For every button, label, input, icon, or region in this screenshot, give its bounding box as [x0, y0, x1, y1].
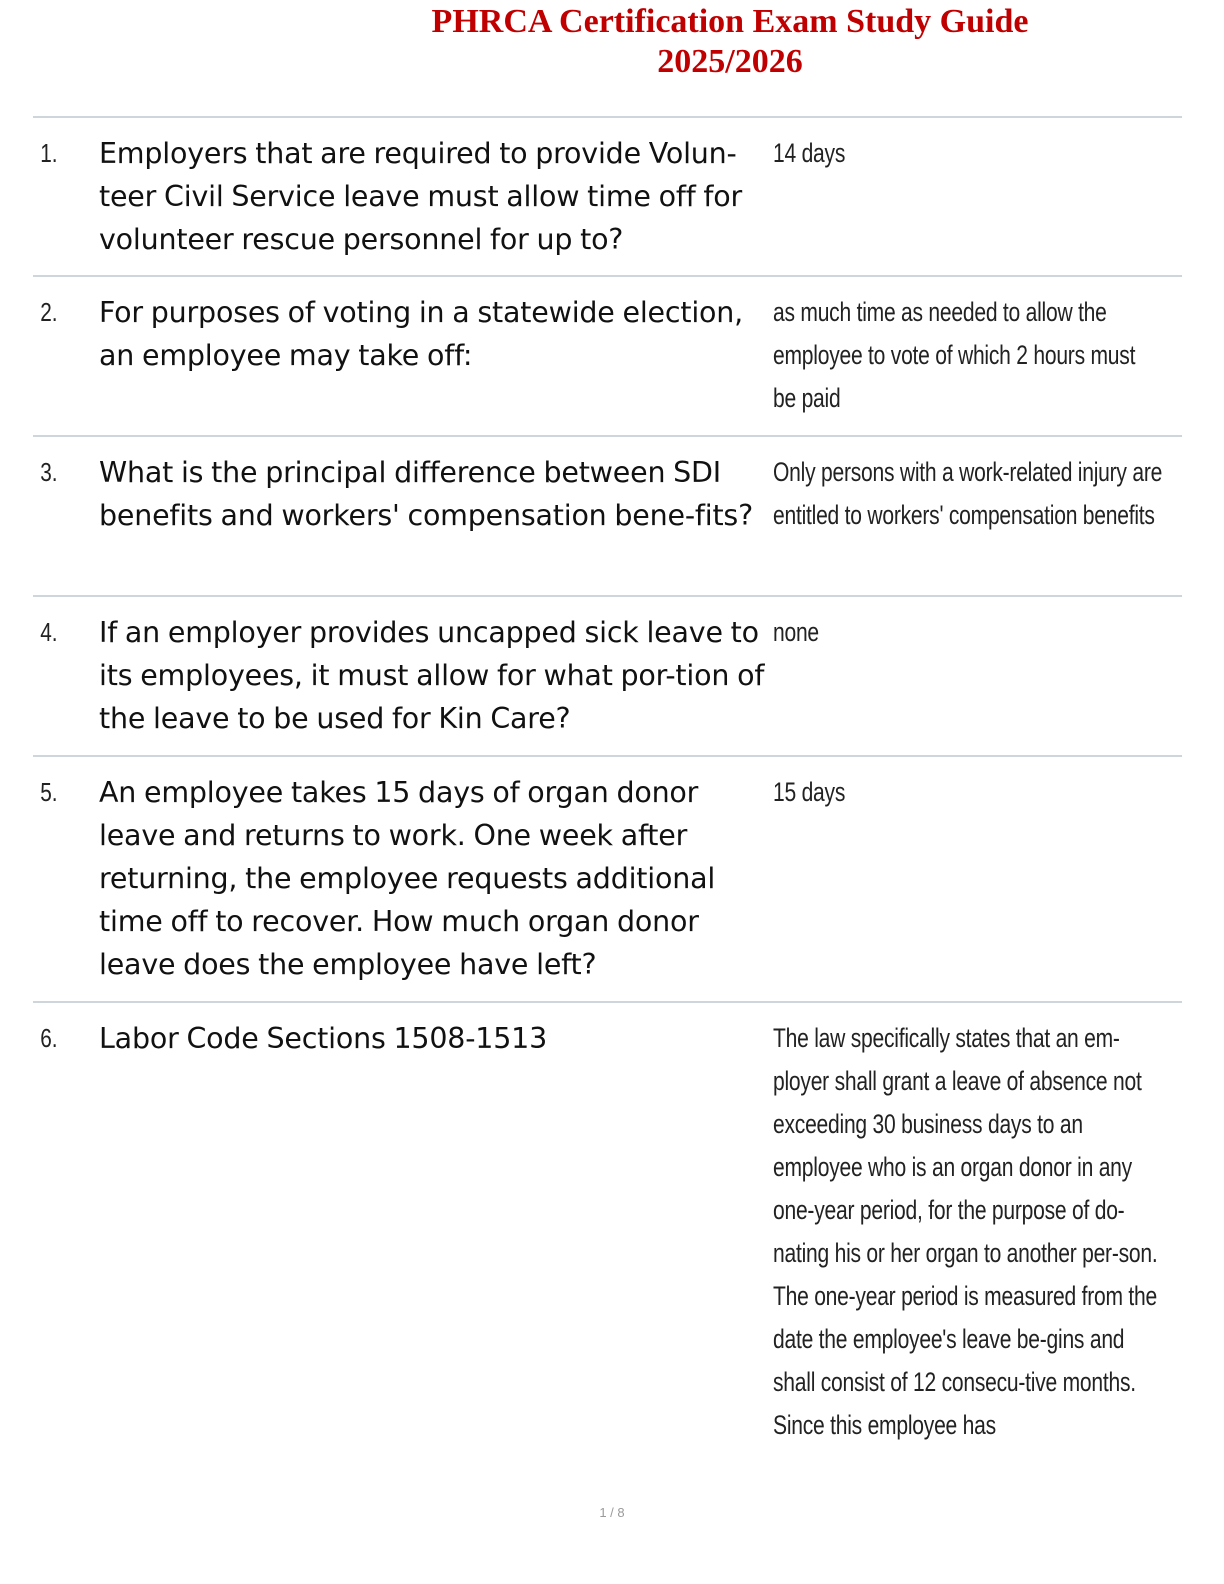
item-number: 1. — [40, 138, 58, 168]
question-text: Labor Code Sections 1508-1513 — [99, 1022, 548, 1055]
title-line-2: 2025/2026 — [657, 43, 803, 80]
answer-text — [773, 771, 1173, 985]
page-indicator: 1 / 8 — [599, 1505, 625, 1520]
answer-text-content: as much time as needed to allow the employee to vote of which 2 hours must be paid — [773, 297, 1136, 413]
question-text: Employers that are required to provide Volun-teer Civil Service leave must allow time off for volunteer rescue personnel for up to? — [99, 137, 742, 256]
qa-item — [33, 597, 1182, 757]
answer-text-content: 14 days — [773, 138, 846, 168]
qa-item — [33, 757, 1182, 1003]
question-text: If an employer provides uncapped sick leave to its employees, it must allow for what por-tion of the leave to be used for Kin Care? — [99, 616, 765, 735]
answer-text — [773, 1017, 1173, 1447]
item-number: 4. — [40, 617, 58, 647]
item-number: 5. — [40, 777, 58, 807]
question-text: For purposes of voting in a statewide election, an employee may take off: — [99, 296, 743, 372]
qa-item — [33, 118, 1182, 277]
answer-text — [773, 291, 1173, 419]
document-title — [330, 2, 1130, 82]
item-number: 3. — [40, 457, 58, 487]
answer-text-content: 15 days — [773, 777, 846, 807]
answer-text-content: The law specifically states that an em-ployer shall grant a leave of absence not exceeding 30 business days to an employee who is an organ donor in any one-year period, for the purpose of do-nating his or her organ to another per-son. The one-year period is measured from the date the employee's leave be-gins and shall consist of 12 consecu-tive months. Since this employee has — [773, 1023, 1158, 1440]
answer-text — [773, 451, 1173, 579]
title-line-1: PHRCA Certification Exam Study Guide — [431, 3, 1029, 40]
question-text: What is the principal difference between SDI benefits and workers' compensation bene-fits? — [99, 456, 754, 532]
answer-text — [773, 132, 1173, 259]
answer-text-content: none — [773, 617, 819, 647]
item-number: 2. — [40, 297, 58, 327]
qa-item — [33, 277, 1182, 437]
qa-item — [33, 437, 1182, 597]
item-number: 6. — [40, 1023, 58, 1053]
qa-list — [33, 116, 1182, 1463]
question-text: An employee takes 15 days of organ donor leave and returns to work. One week after returning, the employee requests additional time off to recover. How much organ donor leave does the employee have left? — [99, 776, 716, 981]
answer-text-content: Only persons with a work-related injury are entitled to workers' compensation benefits — [773, 457, 1163, 530]
qa-item — [33, 1003, 1182, 1463]
answer-text — [773, 611, 1173, 739]
